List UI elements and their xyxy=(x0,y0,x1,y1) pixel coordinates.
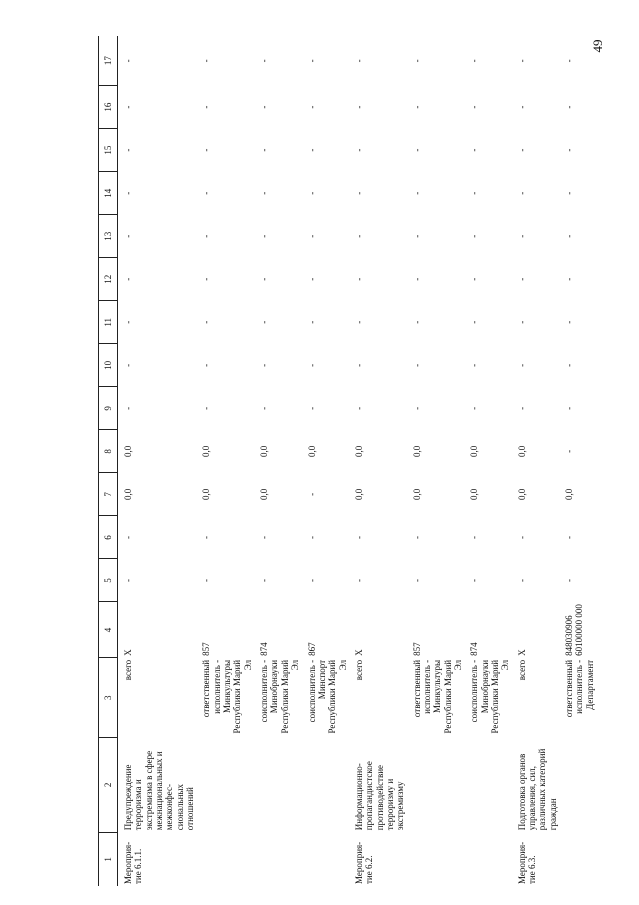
table-row xyxy=(118,36,197,886)
column-header-8: 8 xyxy=(99,430,118,473)
cell-col-10: - xyxy=(516,363,527,367)
cell-col-7: 0,0 xyxy=(353,488,364,501)
cell-col-8: 0,0 xyxy=(259,445,270,457)
cell-col-15: - xyxy=(469,148,480,152)
cell-col-13: - xyxy=(469,234,480,238)
cell-col-3: соисполнитель - Минспорт Республики Марий Эл xyxy=(306,659,348,734)
cell-col-12: - xyxy=(123,277,133,281)
cell-col-9: - xyxy=(123,406,133,410)
cell-col-8: 0,0 xyxy=(123,445,133,457)
rotated-table-frame xyxy=(98,36,638,886)
cell-col-15: - xyxy=(564,148,575,152)
cell-col-5: - xyxy=(469,578,480,582)
cell-col-11: - xyxy=(259,320,270,324)
table-row xyxy=(196,36,254,886)
cell-col-5: - xyxy=(306,578,317,582)
cell-col-10: - xyxy=(564,363,575,367)
cell-col-2: Информационно-пропагандистское противодействие терроризму и экстремизму xyxy=(353,761,406,831)
column-header-3: 3 xyxy=(99,658,118,738)
cell-col-11: - xyxy=(201,320,212,324)
cell-col-1 xyxy=(407,832,465,886)
cell-col-6: - xyxy=(564,535,575,539)
cell-col-5: - xyxy=(259,578,270,582)
column-header-9: 9 xyxy=(99,387,118,430)
cell-col-4: X xyxy=(516,649,527,656)
cell-col-6: - xyxy=(201,535,212,539)
budget-table xyxy=(98,36,596,886)
cell-col-17: - xyxy=(306,59,317,63)
cell-col-13: - xyxy=(306,234,317,238)
cell-col-15: - xyxy=(201,148,212,152)
cell-col-12: - xyxy=(259,277,270,281)
cell-col-1 xyxy=(254,832,301,886)
cell-col-14: - xyxy=(201,191,212,195)
cell-col-16: - xyxy=(306,105,317,109)
table-row xyxy=(349,36,407,886)
table-body xyxy=(118,36,597,886)
cell-col-2: Подготовка органов управления, сил, различных категорий граждан xyxy=(516,748,558,831)
column-header-7: 7 xyxy=(99,473,118,516)
cell-col-10: - xyxy=(411,363,422,367)
cell-col-2 xyxy=(559,738,596,833)
cell-col-5: - xyxy=(123,578,133,582)
cell-col-8: 0,0 xyxy=(353,445,364,457)
cell-col-12: - xyxy=(516,277,527,281)
table-row xyxy=(254,36,301,886)
cell-col-1: Мероприя-тие 6.3. xyxy=(516,841,538,884)
cell-col-16: - xyxy=(516,105,527,109)
cell-col-6: - xyxy=(469,535,480,539)
cell-col-9: - xyxy=(469,406,480,410)
cell-col-12: - xyxy=(469,277,480,281)
cell-col-9: - xyxy=(564,406,575,410)
cell-col-15: - xyxy=(259,148,270,152)
cell-col-17: - xyxy=(469,59,480,63)
column-header-14: 14 xyxy=(99,172,118,215)
cell-col-3: ответственный исполнитель - Минкультуры Республики Марий Эл xyxy=(201,659,253,734)
cell-col-13: - xyxy=(259,234,270,238)
cell-col-3: всего xyxy=(123,659,133,681)
cell-col-8: 0,0 xyxy=(201,445,212,457)
column-header-17: 17 xyxy=(99,36,118,86)
cell-col-2 xyxy=(254,738,301,833)
cell-col-4: X xyxy=(353,649,364,656)
cell-col-2 xyxy=(464,738,511,833)
cell-col-4: 857 xyxy=(201,642,212,656)
cell-col-10: - xyxy=(306,363,317,367)
cell-col-6: - xyxy=(516,535,527,539)
cell-col-1 xyxy=(464,832,511,886)
cell-col-17: - xyxy=(411,59,422,63)
table-row xyxy=(407,36,465,886)
cell-col-14: - xyxy=(516,191,527,195)
cell-col-4: X xyxy=(123,649,133,656)
cell-col-13: - xyxy=(201,234,212,238)
cell-col-11: - xyxy=(411,320,422,324)
cell-col-12: - xyxy=(564,277,575,281)
cell-col-14: - xyxy=(564,191,575,195)
cell-col-17: - xyxy=(201,59,212,63)
cell-col-4: 867 xyxy=(306,642,317,656)
cell-col-6: - xyxy=(123,535,133,539)
cell-col-11: - xyxy=(353,320,364,324)
cell-col-9: - xyxy=(411,406,422,410)
cell-col-15: - xyxy=(353,148,364,152)
table-row xyxy=(464,36,511,886)
column-header-11: 11 xyxy=(99,301,118,344)
column-header-16: 16 xyxy=(99,86,118,129)
cell-col-10: - xyxy=(469,363,480,367)
cell-col-14: - xyxy=(411,191,422,195)
cell-col-15: - xyxy=(306,148,317,152)
column-header-10: 10 xyxy=(99,344,118,387)
cell-col-9: - xyxy=(306,406,317,410)
cell-col-3: соисполнитель - Минобрнауки Республики Марий Эл xyxy=(259,659,301,734)
cell-col-14: - xyxy=(353,191,364,195)
cell-col-13: - xyxy=(123,234,133,238)
cell-col-7: 0,0 xyxy=(516,488,527,501)
cell-col-4: 848030906 60100000 000 xyxy=(564,604,585,656)
cell-col-16: - xyxy=(564,105,575,109)
cell-col-2 xyxy=(302,738,349,833)
cell-col-3: соисполнитель - Минобрнауки Республики Марий Эл xyxy=(469,659,511,734)
cell-col-9: - xyxy=(259,406,270,410)
cell-col-5: - xyxy=(516,578,527,582)
cell-col-10: - xyxy=(259,363,270,367)
cell-col-6: - xyxy=(353,535,364,539)
cell-col-11: - xyxy=(123,320,133,324)
cell-col-8: 0,0 xyxy=(411,445,422,457)
cell-col-12: - xyxy=(353,277,364,281)
cell-col-13: - xyxy=(516,234,527,238)
cell-col-10: - xyxy=(201,363,212,367)
cell-col-14: - xyxy=(123,191,133,195)
cell-col-13: - xyxy=(564,234,575,238)
table-row xyxy=(512,36,559,886)
cell-col-1 xyxy=(559,832,596,886)
column-header-1: 1 xyxy=(99,832,118,886)
cell-col-4: 857 xyxy=(411,642,422,656)
cell-col-7: 0,0 xyxy=(259,488,270,501)
header-row xyxy=(99,36,118,886)
cell-col-15: - xyxy=(516,148,527,152)
cell-col-10: - xyxy=(353,363,364,367)
cell-col-7: 0,0 xyxy=(201,488,212,501)
cell-col-3: всего xyxy=(516,659,527,681)
cell-col-8: - xyxy=(564,449,575,453)
column-header-4: 4 xyxy=(99,602,118,658)
page-number: 49 xyxy=(590,39,605,53)
cell-col-7: - xyxy=(306,492,317,496)
cell-col-6: - xyxy=(259,535,270,539)
cell-col-5: - xyxy=(201,578,212,582)
cell-col-7: 0,0 xyxy=(411,488,422,501)
cell-col-16: - xyxy=(353,105,364,109)
column-header-5: 5 xyxy=(99,559,118,602)
cell-col-16: - xyxy=(259,105,270,109)
cell-col-3: всего xyxy=(353,659,364,681)
cell-col-17: - xyxy=(353,59,364,63)
cell-col-17: - xyxy=(259,59,270,63)
cell-col-11: - xyxy=(469,320,480,324)
column-header-13: 13 xyxy=(99,215,118,258)
cell-col-11: - xyxy=(306,320,317,324)
cell-col-13: - xyxy=(411,234,422,238)
table-container xyxy=(98,36,639,884)
cell-col-6: - xyxy=(306,535,317,539)
cell-col-2 xyxy=(196,738,254,833)
cell-col-9: - xyxy=(201,406,212,410)
table-row xyxy=(302,36,349,886)
table-row xyxy=(559,36,596,886)
cell-col-6: - xyxy=(411,535,422,539)
cell-col-7: 0,0 xyxy=(469,488,480,501)
cell-col-3: ответственный исполнитель - Минкультуры Республики Марий Эл xyxy=(411,659,463,734)
column-header-15: 15 xyxy=(99,129,118,172)
cell-col-17: - xyxy=(564,59,575,63)
cell-col-1: Мероприя-тие 6.1.1. xyxy=(123,841,144,884)
cell-col-13: - xyxy=(353,234,364,238)
cell-col-5: - xyxy=(353,578,364,582)
cell-col-12: - xyxy=(411,277,422,281)
cell-col-3: ответственный исполнитель - Департамент xyxy=(564,659,595,718)
cell-col-12: - xyxy=(306,277,317,281)
cell-col-16: - xyxy=(123,105,133,109)
cell-col-16: - xyxy=(469,105,480,109)
cell-col-8: 0,0 xyxy=(469,445,480,457)
cell-col-8: 0,0 xyxy=(516,445,527,457)
column-header-6: 6 xyxy=(99,516,118,559)
cell-col-17: - xyxy=(516,59,527,63)
cell-col-16: - xyxy=(201,105,212,109)
cell-col-15: - xyxy=(411,148,422,152)
cell-col-9: - xyxy=(353,406,364,410)
cell-col-7: 0,0 xyxy=(123,488,133,501)
cell-col-15: - xyxy=(123,148,133,152)
cell-col-16: - xyxy=(411,105,422,109)
cell-col-9: - xyxy=(516,406,527,410)
cell-col-2 xyxy=(407,738,465,833)
cell-col-14: - xyxy=(259,191,270,195)
cell-col-11: - xyxy=(516,320,527,324)
cell-col-4: 874 xyxy=(259,642,270,656)
cell-col-4: 874 xyxy=(469,642,480,656)
cell-col-10: - xyxy=(123,363,133,367)
column-header-2: 2 xyxy=(99,738,118,833)
cell-col-14: - xyxy=(469,191,480,195)
cell-col-5: - xyxy=(564,578,575,582)
cell-col-8: 0,0 xyxy=(306,445,317,457)
cell-col-2: Предупреждение терроризма и экстремизма в сфере межнациональных и межконфес-сиональных отношений xyxy=(123,750,196,831)
cell-col-12: - xyxy=(201,277,212,281)
cell-col-1: Мероприя-тие 6.2. xyxy=(353,841,375,884)
cell-col-5: - xyxy=(411,578,422,582)
cell-col-1 xyxy=(302,832,349,886)
cell-col-14: - xyxy=(306,191,317,195)
cell-col-11: - xyxy=(564,320,575,324)
cell-col-17: - xyxy=(123,59,133,63)
cell-col-7: 0,0 xyxy=(564,488,575,501)
cell-col-1 xyxy=(196,832,254,886)
column-header-12: 12 xyxy=(99,258,118,301)
